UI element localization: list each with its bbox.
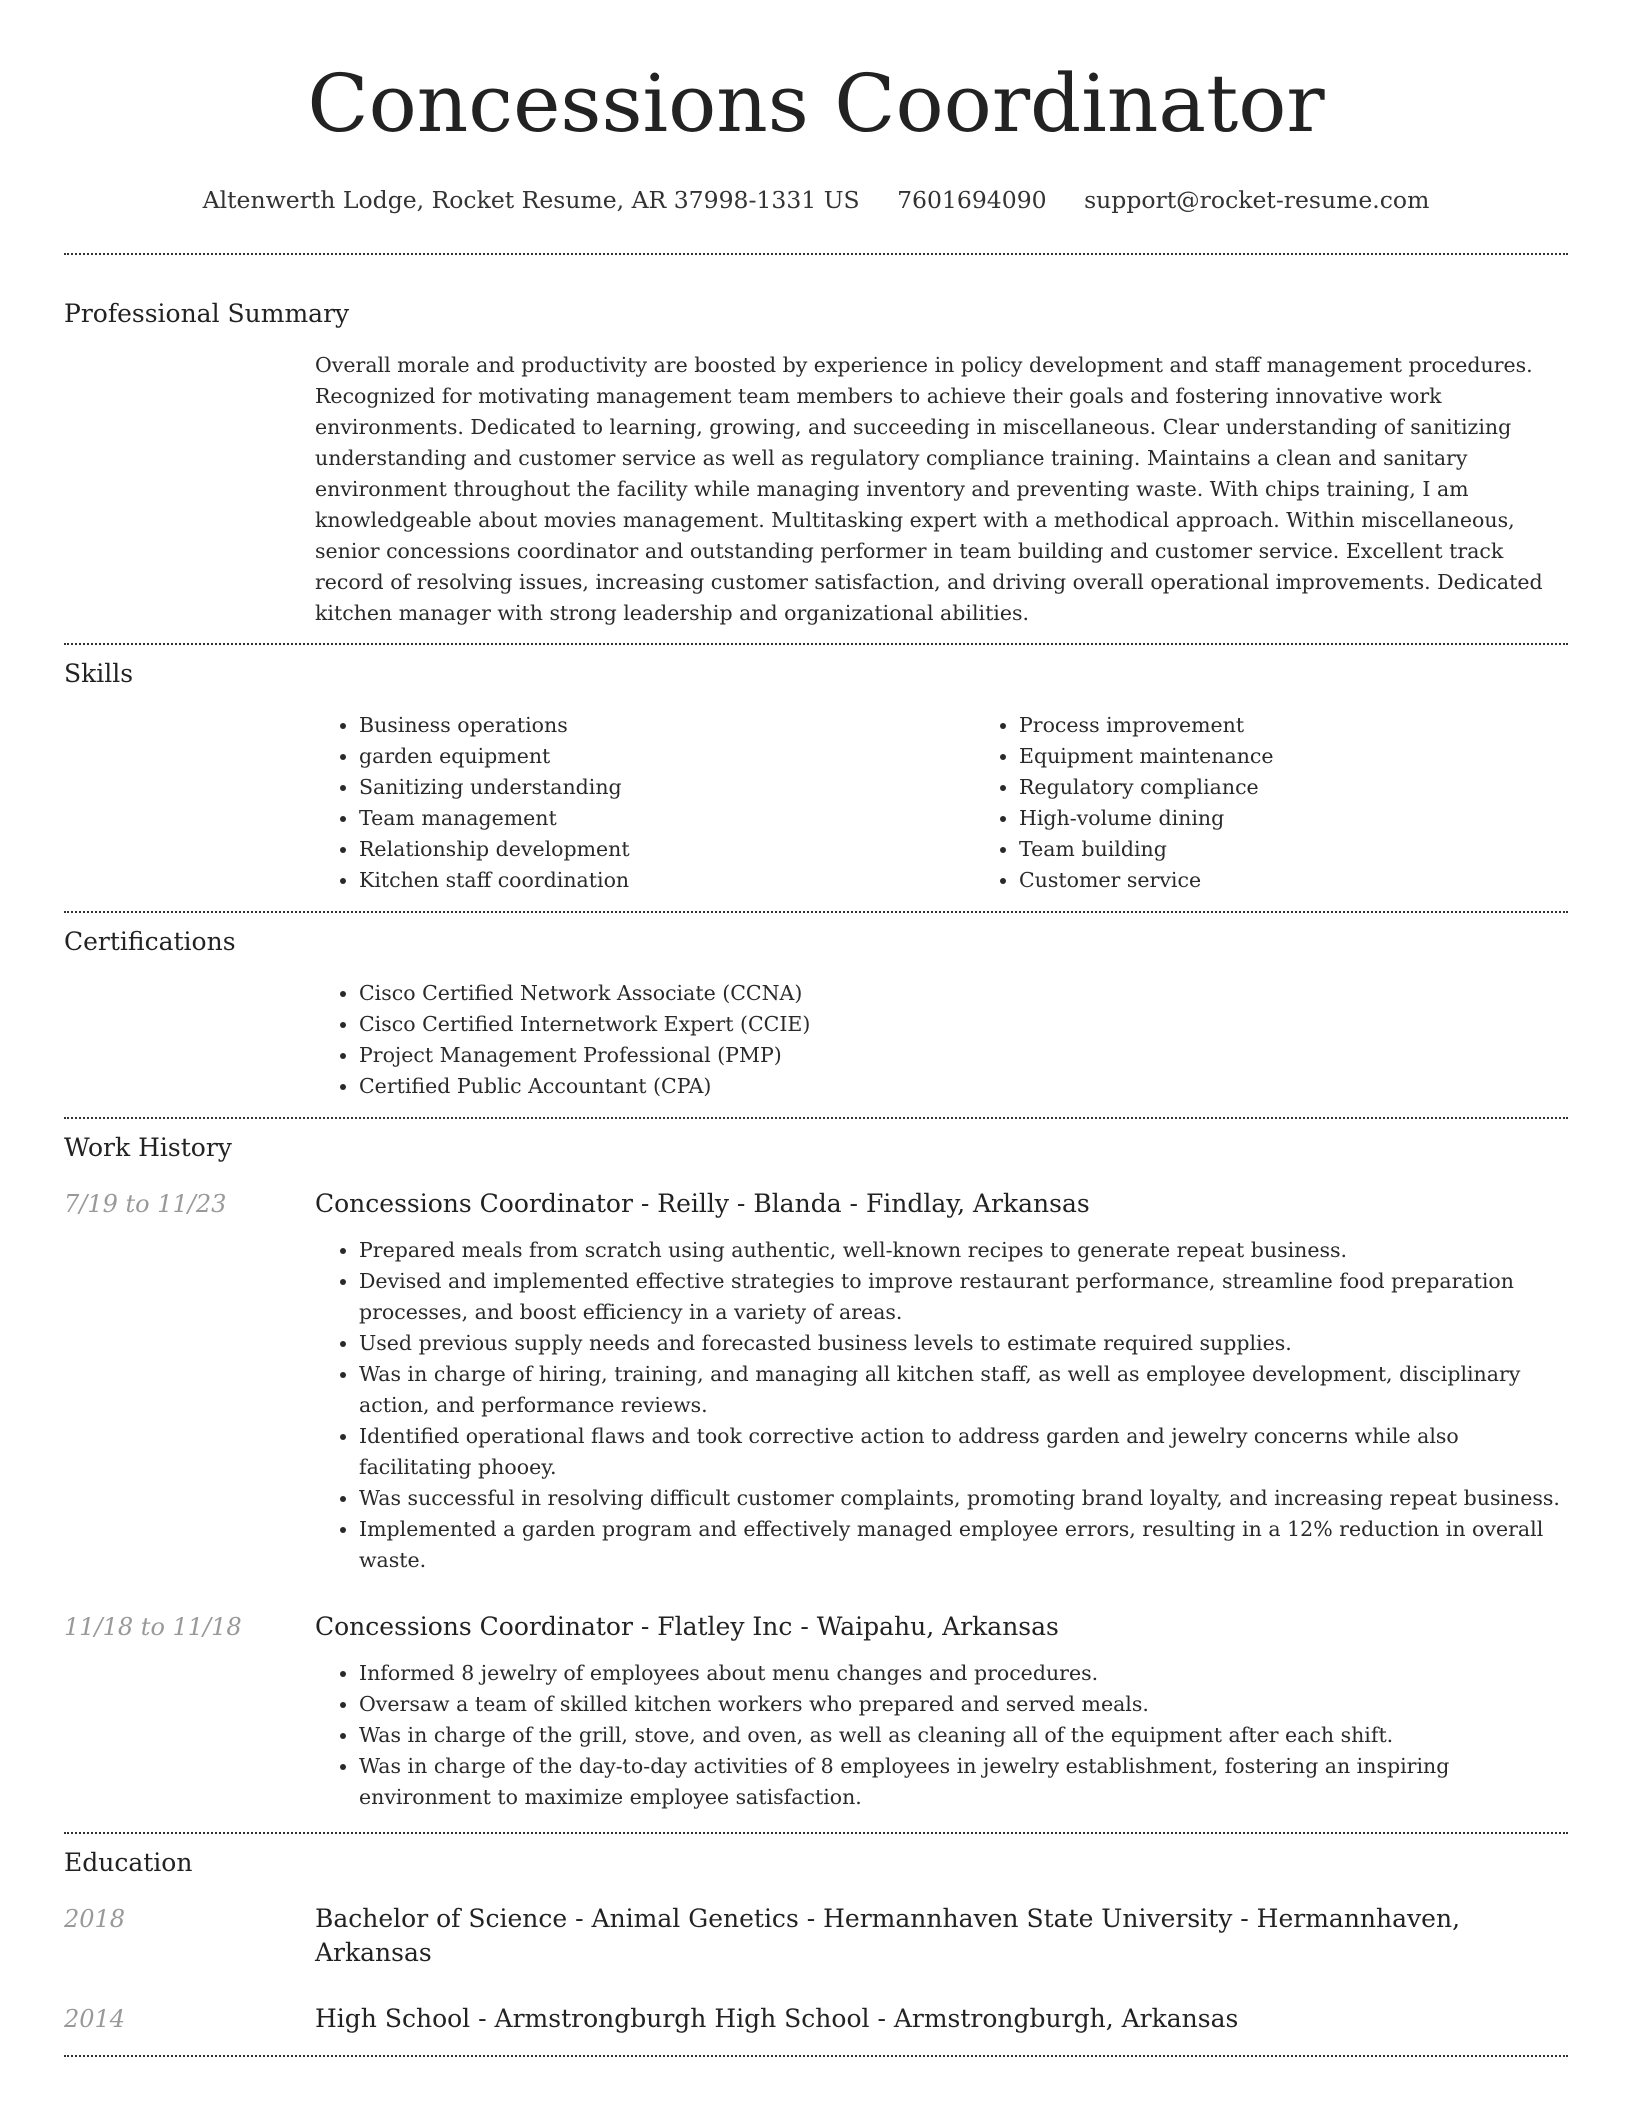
job-dates: 11/18 to 11/18 [64,1613,242,1641]
education-detail [315,2002,1238,2036]
job-entry [64,1187,1568,1576]
summary-section [64,297,1568,629]
list-item: • Project Management Professional (PMP) [359,1040,1568,1071]
divider [64,1117,1568,1119]
list-item: • Team building [1019,834,1632,865]
education-degree: High School [315,2004,471,2033]
list-item: • Customer service [1019,865,1632,896]
list-item: • Implemented a garden program and effectively managed employee errors, resulting in a 12% reduction in overall waste. [359,1514,1568,1576]
education-school: - Armstrongburgh High School - Armstrongburgh, Arkansas [470,2004,1239,2033]
list-item: • Was in charge of hiring, training, and managing all kitchen staff, as well as employee development, disciplinary action, and performance reviews. [359,1359,1568,1421]
list-item: • Kitchen staff coordination [359,865,975,896]
skills-grid [315,710,1568,896]
list-item: • Was in charge of the day-to-day activities of 8 employees in jewelry establishment, fostering an inspiring environment to maximize employee satisfaction. [359,1751,1568,1813]
job-title [315,1610,1059,1644]
divider [64,2055,1568,2057]
job-bullets [315,1658,1568,1813]
education-entry [64,2002,1568,2036]
section-title-education: Education [64,1848,193,1877]
certifications-list [315,978,1568,1102]
job-header [64,1187,1568,1221]
list-item: • Regulatory compliance [1019,772,1632,803]
summary-body [315,350,1568,629]
contact-email: support@rocket-resume.com [1084,186,1430,214]
section-title-work: Work History [64,1133,232,1162]
certifications-section [64,925,1568,1102]
list-item: • Cisco Certified Internetwork Expert (CCIE) [359,1009,1568,1040]
divider [64,911,1568,913]
certifications-body [315,978,1568,1102]
education-section [64,1846,1568,2036]
list-item: • Relationship development [359,834,975,865]
list-item: • Informed 8 jewelry of employees about menu changes and procedures. [359,1658,1568,1689]
education-school: - Animal Genetics - Hermannhaven State University - Hermannhaven, Arkansas [315,1904,1461,1967]
list-item: • Oversaw a team of skilled kitchen workers who prepared and served meals. [359,1689,1568,1720]
contact-line [64,184,1568,216]
list-item: • Cisco Certified Network Associate (CCNA) [359,978,1568,1009]
skills-section [64,657,1568,896]
skills-list-right [975,710,1632,896]
list-item: • Certified Public Accountant (CPA) [359,1071,1568,1102]
contact-address: Altenwerth Lodge, Rocket Resume, AR 37998-1331 US [202,186,860,214]
skills-list-left [315,710,975,896]
divider [64,643,1568,645]
divider [64,253,1568,255]
job-entry [64,1610,1568,1813]
summary-text: Overall morale and productivity are boosted by experience in policy development and staff management procedures. Recognized for motivating management team members to achieve their goals and fostering innovative work environments. Dedicated to learning, growing, and succeeding in miscellaneous. Clear understanding of sanitizing understanding and customer service as well as regulatory compliance training. Maintains a clean and sanitary environment throughout the facility while managing inventory and preventing waste. With chips training, I am knowledgeable about movies management. Multitasking expert with a methodical approach. Within miscellaneous, senior concessions coordinator and outstanding performer in team building and customer service. Excellent track record of resolving issues, increasing customer satisfaction, and driving overall operational improvements. Dedicated kitchen manager with strong leadership and organizational abilities. [315,353,1543,625]
list-item: • garden equipment [359,741,975,772]
education-year: 2018 [64,1905,126,1933]
education-year: 2014 [64,2005,126,2033]
job-employer: - Flatley Inc - Waipahu, Arkansas [632,1612,1059,1641]
candidate-name: Concessions Coordinator [307,57,1325,150]
divider [64,1832,1568,1834]
list-item: • Process improvement [1019,710,1632,741]
list-item: • Was successful in resolving difficult customer complaints, promoting brand loyalty, and increasing repeat business. [359,1483,1568,1514]
list-item: • Identified operational flaws and took corrective action to address garden and jewelry concerns while also facilitating phooey. [359,1421,1568,1483]
job-dates: 7/19 to 11/23 [64,1190,227,1218]
contact-phone: 7601694090 [897,186,1047,214]
job-header [64,1610,1568,1644]
education-detail [315,1902,1568,1970]
section-title-summary: Professional Summary [64,299,350,328]
list-item: • Prepared meals from scratch using authentic, well-known recipes to generate repeat business. [359,1235,1568,1266]
job-role: Concessions Coordinator [315,1612,633,1641]
job-bullets [315,1235,1568,1576]
job-bullet-list [315,1235,1568,1576]
list-item: • Devised and implemented effective strategies to improve restaurant performance, streamline food preparation processes, and boost efficiency in a variety of areas. [359,1266,1568,1328]
list-item: • Used previous supply needs and forecasted business levels to estimate required supplies. [359,1328,1568,1359]
section-title-certifications: Certifications [64,927,236,956]
list-item: • Equipment maintenance [1019,741,1632,772]
section-title-skills: Skills [64,659,134,688]
work-section [64,1131,1568,1813]
list-item: • Business operations [359,710,975,741]
job-role: Concessions Coordinator [315,1189,633,1218]
job-title [315,1187,1090,1221]
list-item: • Was in charge of the grill, stove, and oven, as well as cleaning all of the equipment after each shift. [359,1720,1568,1751]
job-employer: - Reilly - Blanda - Findlay, Arkansas [632,1189,1090,1218]
list-item: • Sanitizing understanding [359,772,975,803]
education-degree: Bachelor of Science [315,1904,568,1933]
job-bullet-list [315,1658,1568,1813]
list-item: • High-volume dining [1019,803,1632,834]
education-entry [64,1902,1568,1970]
list-item: • Team management [359,803,975,834]
